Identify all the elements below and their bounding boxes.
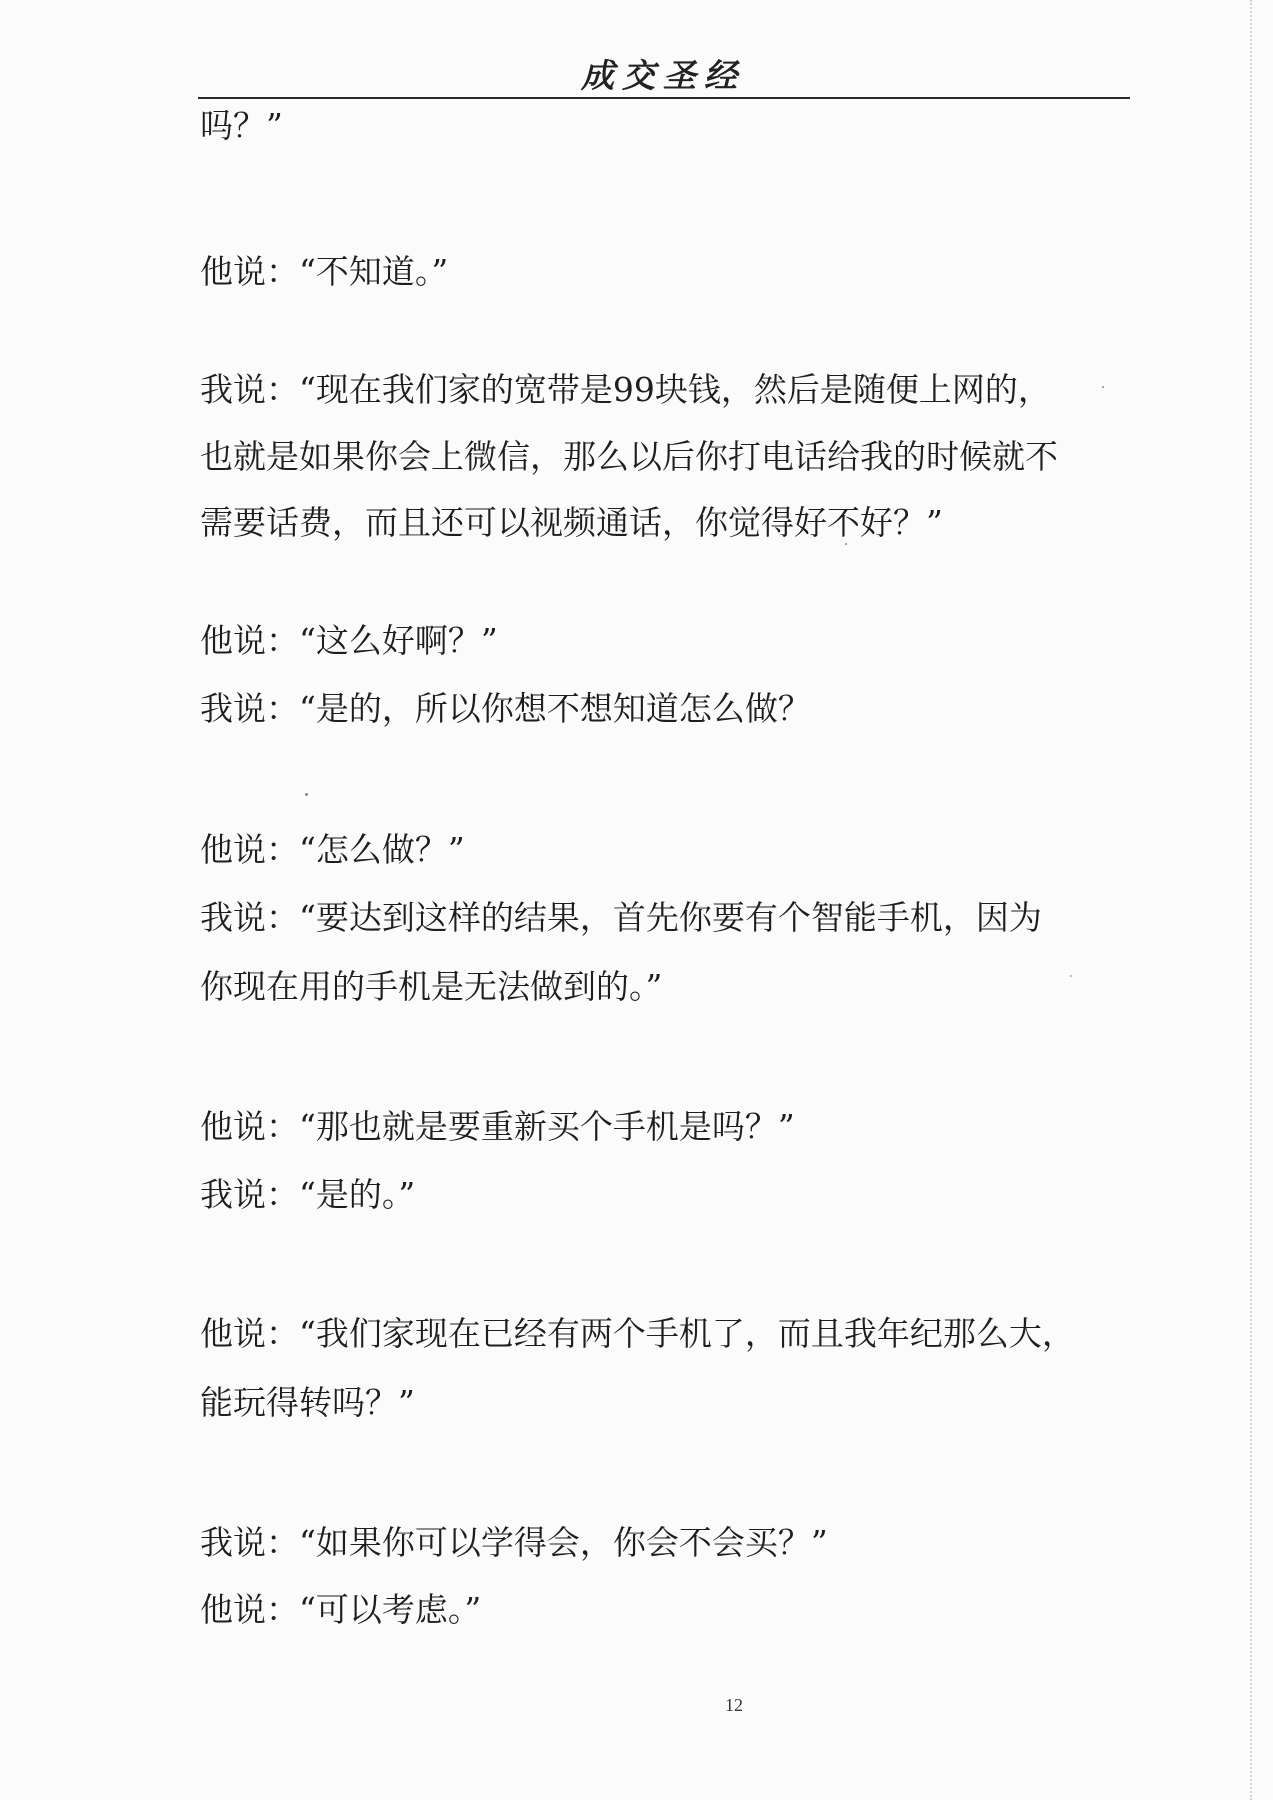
scan-speck [305,793,308,796]
text-line: 我说：“是的。” [200,1175,416,1214]
text-line: 我说：“是的，所以你想不想知道怎么做？ [200,689,811,728]
header-rule [198,97,1130,99]
text-line: 你现在用的手机是无法做到的。” [200,967,663,1006]
text-line: 我说：“现在我们家的宽带是99块钱，然后是随便上网的， [200,370,1051,409]
scan-speck [1102,386,1104,388]
text-line: 他说：“这么好啊？” [200,621,498,660]
running-header-title: 成交圣经 [581,56,745,95]
text-line: 我说：“要达到这样的结果，首先你要有个智能手机，因为 [200,898,1042,937]
text-line: 他说：“怎么做？” [200,830,465,869]
scan-speck [1070,975,1072,977]
text-line: 需要话费，而且还可以视频通话，你觉得好不好？” [200,503,943,542]
text-line: 能玩得转吗？” [200,1383,415,1422]
text-line: 我说：“如果你可以学得会，你会不会买？” [200,1523,828,1562]
text-line: 吗？” [200,106,283,145]
scan-speck [845,543,847,545]
scan-edge-marks [1250,0,1252,1800]
page-number: 12 [725,1695,743,1715]
text-line: 他说：“那也就是要重新买个手机是吗？” [200,1107,795,1146]
text-line: 他说：“不知道。” [200,252,449,291]
text-line: 他说：“可以考虑。” [200,1590,482,1629]
text-line: 他说：“我们家现在已经有两个手机了，而且我年纪那么大， [200,1314,1075,1353]
text-line: 也就是如果你会上微信，那么以后你打电话给我的时候就不 [200,437,1058,476]
